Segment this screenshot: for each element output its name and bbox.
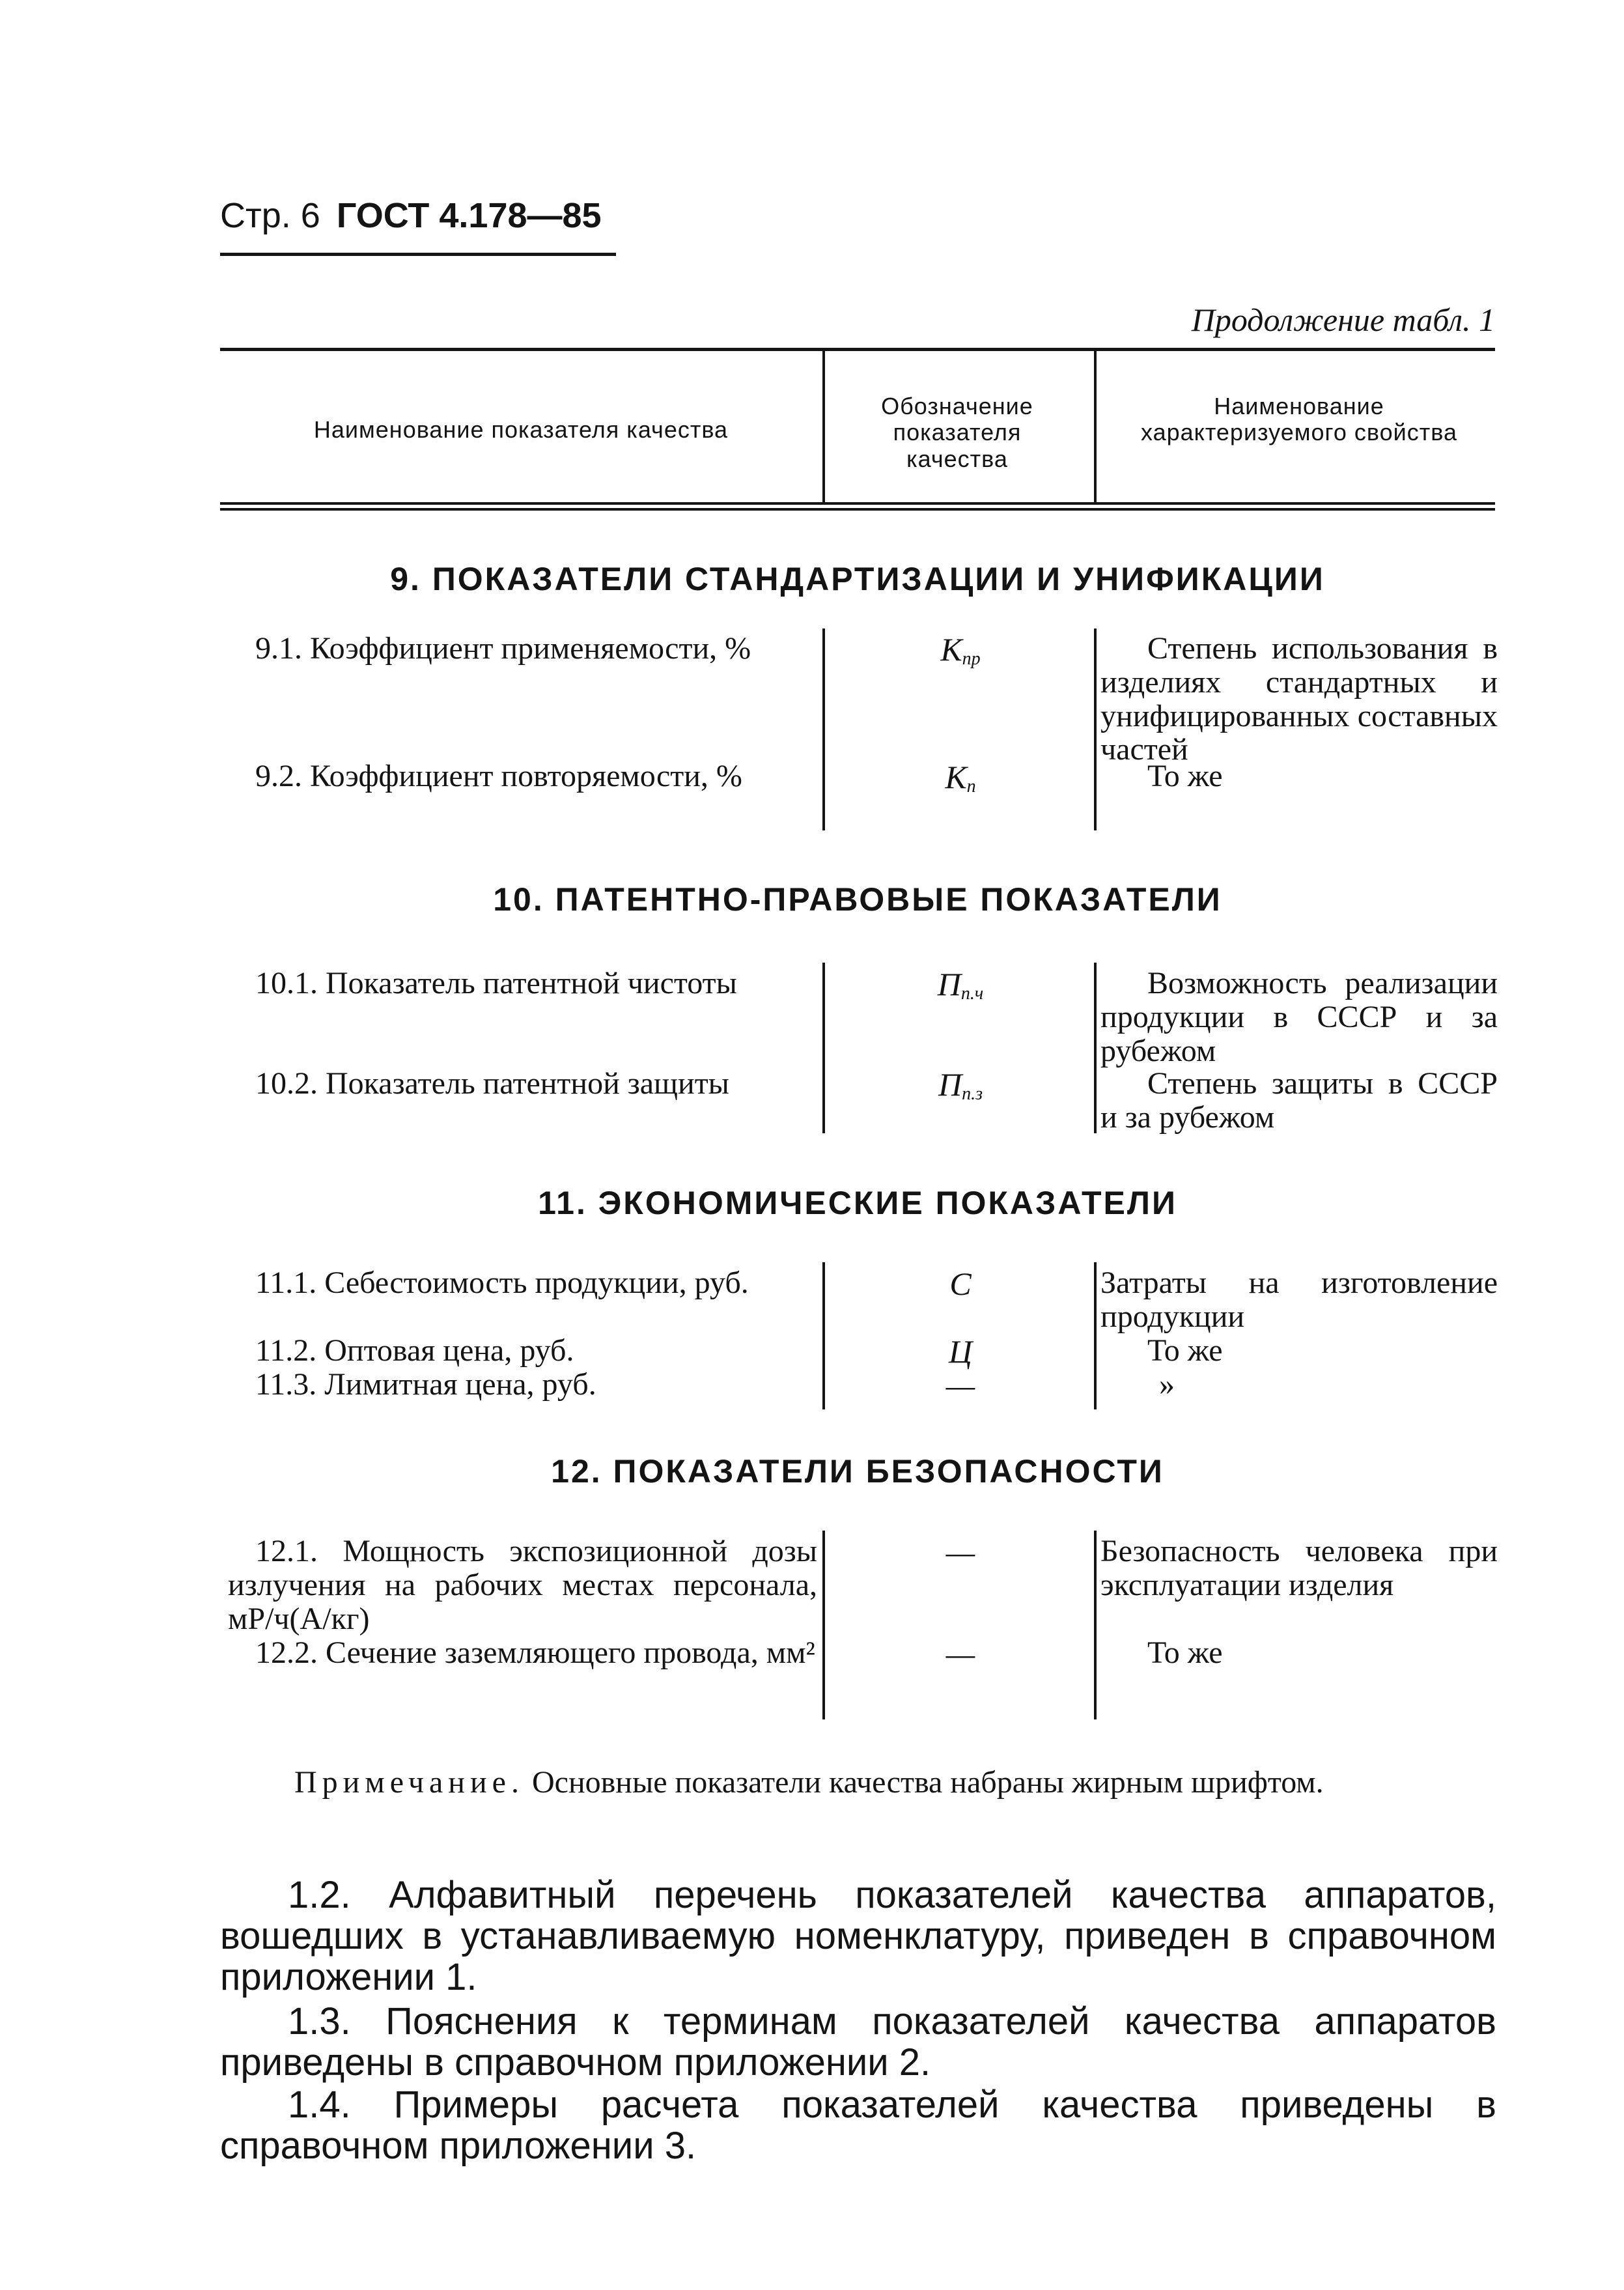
indicator-symbol: — (945, 1534, 975, 1570)
indicator-property: » (1159, 1367, 1175, 1402)
section-title: 10. ПАТЕНТНО-ПРАВОВЫЕ ПОКАЗАТЕЛИ (493, 881, 1222, 918)
column-divider (1094, 963, 1097, 1133)
indicator-symbol: $П_{п.з}$ (938, 1066, 983, 1104)
paragraph: 1.3. Пояснения к терминам показателей качества аппаратов приведены в справочном приложении 2. (220, 2000, 1496, 2084)
table-note (227, 1764, 1498, 1802)
indicator-property: То же (1147, 1333, 1223, 1368)
column-divider (822, 963, 825, 1133)
column-header-property: Наименование характеризуемого свойства (1141, 393, 1457, 446)
table-header-rule (220, 502, 1495, 505)
table-continuation-label: Продолжение табл. 1 (1191, 302, 1495, 338)
column-divider (1094, 629, 1097, 830)
indicator-name: 9.2. Коэффициент повторяемости, % (255, 759, 742, 793)
page-header (220, 195, 602, 236)
indicator-property: Затраты на изготовление продукции (1100, 1265, 1498, 1334)
indicator-property: Степень защиты в СССР и за рубежом (1100, 1066, 1498, 1135)
indicator-name: 12.1. Мощность экспозиционной дозы излучения на рабочих местах персонала, мР/ч(А/кг) (228, 1534, 817, 1636)
note-caption: Примечание. (294, 1765, 524, 1800)
indicator-property: Степень использования в изделиях стандартных и унифицированных составных частей (1100, 631, 1498, 767)
column-divider (1094, 1531, 1097, 1719)
column-divider (822, 629, 825, 830)
note-text: Основные показатели качества набраны жирным шрифтом. (531, 1765, 1324, 1800)
indicator-property: Безопасность человека при эксплуатации изделия (1100, 1534, 1498, 1602)
section-title: 12. ПОКАЗАТЕЛИ БЕЗОПАСНОСТИ (551, 1453, 1164, 1490)
column-divider (1094, 351, 1097, 502)
indicator-property: То же (1147, 759, 1223, 793)
indicator-symbol: Ц (948, 1333, 973, 1370)
column-header-symbol: Обозначение показателя качества (881, 393, 1033, 472)
paragraph: 1.4. Примеры расчета показателей качества приведены в справочном приложении 3. (220, 2084, 1496, 2168)
indicator-symbol: $К_п$ (945, 759, 976, 797)
section-title: 9. ПОКАЗАТЕЛИ СТАНДАРТИЗАЦИИ И УНИФИКАЦИИ (390, 561, 1325, 597)
column-header-name: Наименование показателя качества (313, 416, 729, 443)
indicator-symbol: С (949, 1265, 972, 1302)
standard-number: ГОСТ 4.178—85 (336, 196, 602, 235)
indicator-name: 11.2. Оптовая цена, руб. (255, 1333, 574, 1368)
indicator-property: Возможность реализации продукции в СССР и за рубежом (1100, 966, 1498, 1068)
indicator-property: То же (1147, 1635, 1223, 1670)
section-title: 11. ЭКОНОМИЧЕСКИЕ ПОКАЗАТЕЛИ (538, 1185, 1177, 1221)
column-divider (822, 1531, 825, 1719)
indicator-name: 11.1. Себестоимость продукции, руб. (255, 1265, 749, 1300)
indicator-name: 9.1. Коэффициент применяемости, % (255, 631, 751, 666)
page-number: Стр. 6 (220, 196, 320, 235)
column-divider (822, 1262, 825, 1409)
indicator-symbol: — (945, 1635, 975, 1672)
column-divider (822, 351, 825, 502)
indicator-symbol: — (945, 1367, 975, 1404)
indicator-symbol: $П_{п.ч}$ (937, 966, 984, 1004)
column-divider (1094, 1262, 1097, 1409)
indicator-name: 10.2. Показатель патентной защиты (255, 1066, 729, 1101)
indicator-name: 12.2. Сечение заземляющего провода, мм² (255, 1635, 815, 1670)
indicator-name: 11.3. Лимитная цена, руб. (255, 1367, 596, 1402)
header-rule (220, 253, 616, 256)
indicator-name: 10.1. Показатель патентной чистоты (255, 966, 737, 1000)
table-top-rule (220, 348, 1495, 351)
indicator-symbol: $К_{пр}$ (940, 631, 981, 669)
table-header-rule (220, 508, 1495, 511)
paragraph: 1.2. Алфавитный перечень показателей качества аппаратов, вошедших в устанавливаемую номенклатуру, приведен в справочном приложении 1. (220, 1874, 1496, 1999)
